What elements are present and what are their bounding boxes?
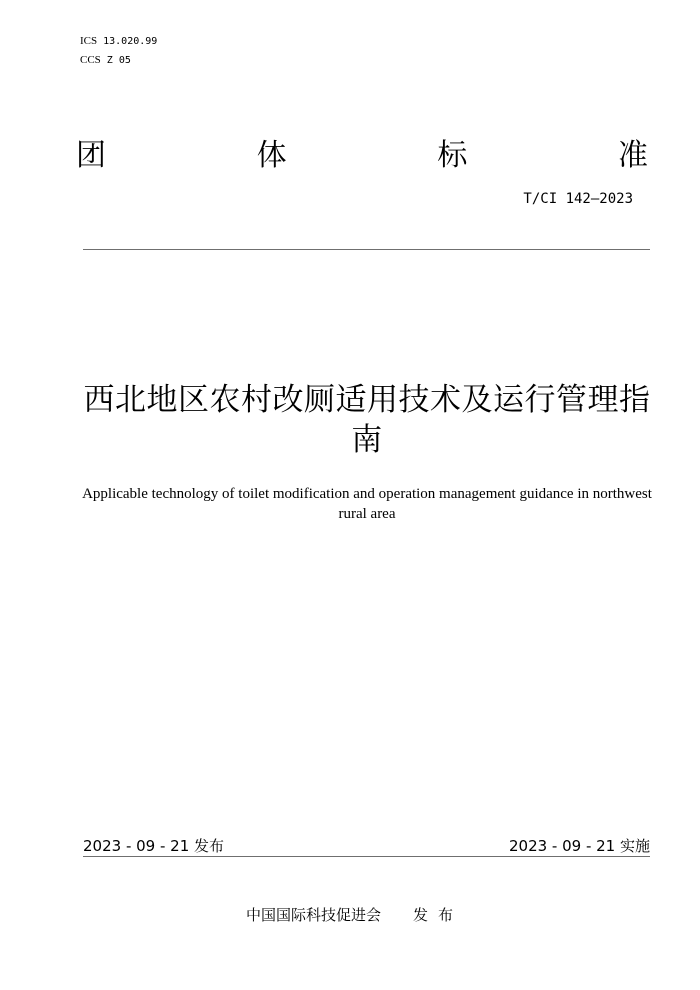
ccs-code: Z 05 [106, 55, 131, 66]
ics-code: 13.020.99 [103, 36, 158, 47]
standard-type-char: 体 [256, 138, 287, 173]
release-date: 2023 - 09 - 21 发布 [83, 837, 225, 855]
bottom-divider [83, 856, 650, 857]
publisher-line [246, 904, 463, 925]
document-title-chinese: 西北地区农村改厕适用技术及运行管理指南 [83, 382, 651, 458]
publisher-action: 发布 [413, 906, 464, 924]
top-divider [83, 249, 650, 250]
standard-number: T/CI 142—2023 [523, 191, 633, 207]
ccs-classification [80, 53, 131, 68]
implementation-date: 2023 - 09 - 21 实施 [508, 837, 650, 855]
standard-type-char: 标 [437, 138, 468, 173]
publisher-name: 中国国际科技促进会 [246, 906, 382, 924]
document-title-english: Applicable technology of toilet modification and operation management guidance in northwest rural area [82, 486, 652, 522]
ics-classification [80, 34, 157, 49]
standard-type-heading [76, 130, 648, 174]
standard-type-char: 团 [76, 138, 106, 173]
ics-label: ICS [80, 35, 98, 47]
ccs-label: CCS [80, 54, 101, 66]
standard-type-char: 准 [617, 138, 648, 173]
